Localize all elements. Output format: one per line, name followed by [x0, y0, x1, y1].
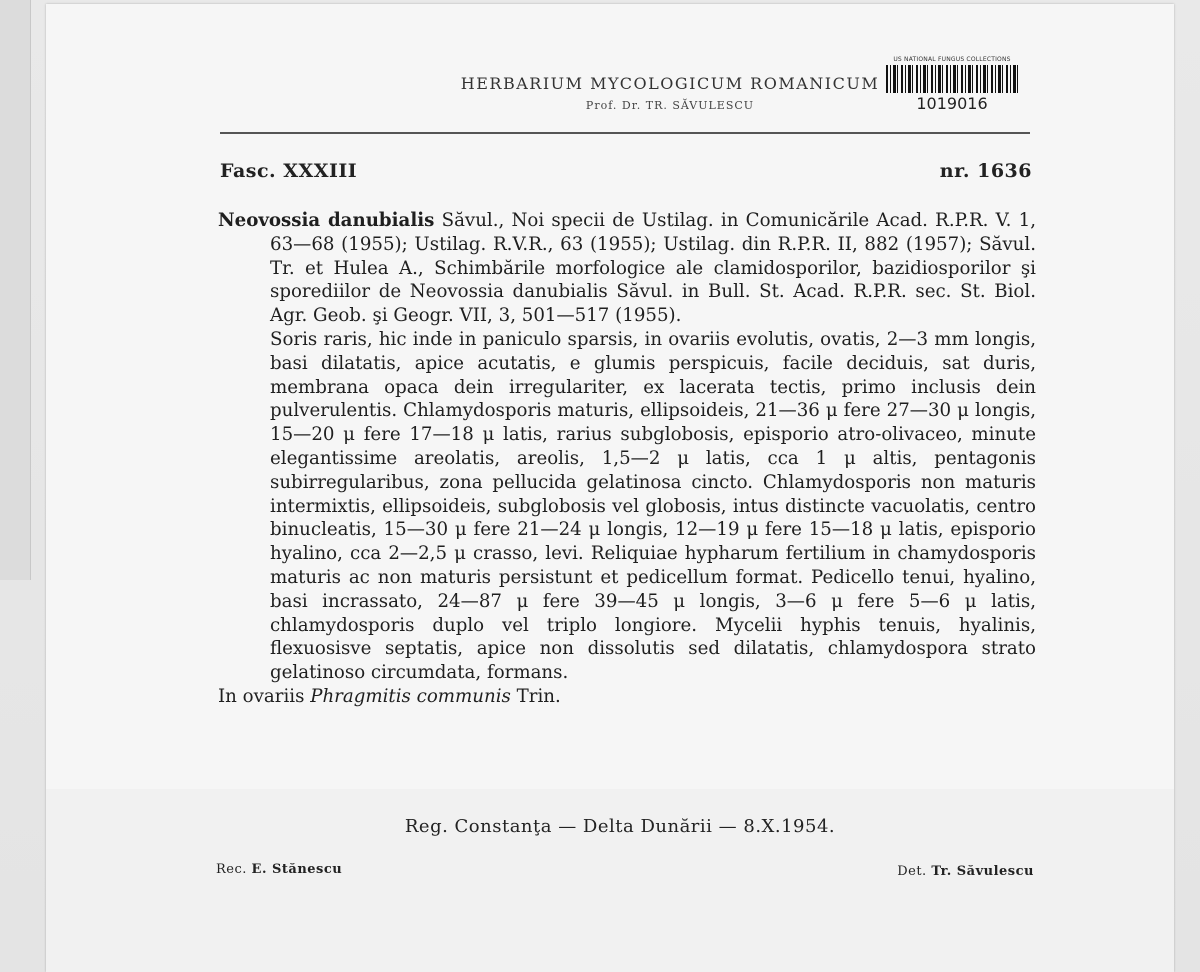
determiner-name: Tr. Săvulescu [931, 864, 1034, 879]
barcode-sticker [882, 56, 1022, 113]
label-body [218, 209, 1036, 709]
underlying-sheet-edge [0, 0, 31, 580]
collector-line [216, 862, 342, 877]
citation-paragraph [218, 209, 1036, 328]
determiner-line [897, 864, 1034, 879]
herbarium-title: HERBARIUM MYCOLOGICUM ROMANICUM [460, 74, 880, 93]
collector-name: E. Stănescu [251, 862, 343, 877]
fascicle-label: Fasc. XXXIII [220, 160, 358, 182]
host-author: Trin. [516, 685, 561, 707]
specimen-number: nr. 1636 [939, 160, 1032, 182]
citation-text: Săvul., Noi specii de Ustilag. in Comunicările Acad. R.P.R. V. 1, 63—68 (1955); Ustilag. R.V.R., 63 (1955); Ustilag. din R.P.R. II, 882 (1957); Săvul. Tr. et Hulea A., Schimbările morfologice ale clamidosporilor, bazidiosporilor şi sporediilor de Neovossia danubialis Săvul. in Bull. St. Acad. R.P.R. sec. St. Biol. Agr. Geob. şi Geogr. VII, 3, 501—517 (1955). [270, 210, 1036, 327]
determiner-prefix: Det. [897, 864, 927, 879]
herbarium-label [46, 4, 1174, 972]
barcode-number: 1019016 [916, 94, 988, 113]
barcode-bars [886, 65, 1018, 93]
barcode-caption: US NATIONAL FUNGUS COLLECTIONS [893, 56, 1011, 63]
host-prefix: In ovariis [218, 685, 305, 707]
collector-prefix: Rec. [216, 862, 247, 877]
host-name: Phragmitis communis [310, 685, 511, 707]
description-paragraph: Soris raris, hic inde in paniculo sparsis, in ovariis evolutis, ovatis, 2—3 mm longis, basi dilatatis, apice acutatis, e glumis perspicuis, facile deciduis, sat duris, membrana opaca dein irregulariter, ex lacerata tectis, primo inclusis dein pulverulentis. Chlamydosporis maturis, ellipsoideis, 21—36 μ fere 27—30 μ longis, 15—20 μ fere 17—18 μ latis, rarius subglobosis, episporio atro-olivaceo, minute elegantissime areolatis, areolis, 1,5—2 μ latis, cca 1 μ altis, pentagonis subirregularibus, zona pellucida gelatinosa cincto. Chlamydosporis non maturis intermixtis, ellipsoideis, subglobosis vel globosis, intus distincte vacuolatis, centro binucleatis, 15—30 μ fere 21—24 μ longis, 12—19 μ fere 15—18 μ latis, episporio hyalino, cca 2—2,5 μ crasso, levi. Reliquiae hypharum fertilium in chamydosporis maturis ac non maturis persistunt et pedicellum format. Pedicello tenui, hyalino, basi incrassato, 24—87 μ fere 39—45 μ longis, 3—6 μ fere 5—6 μ latis, chlamydosporis duplo vel triplo longiore. Mycelii hyphis tenuis, hyalinis, flexuosisve septatis, apice non dissolutis sed dilatatis, chlamydospora strato gelatinoso circumdata, formans. [270, 328, 1036, 684]
locality-line: Reg. Constanţa — Delta Dunării — 8.X.1954. [404, 816, 836, 837]
header-rule [220, 132, 1030, 134]
host-line [218, 685, 1036, 709]
taxon-name: Neovossia danubialis [218, 210, 435, 231]
herbarium-subtitle: Prof. Dr. TR. SĂVULESCU [585, 99, 755, 112]
